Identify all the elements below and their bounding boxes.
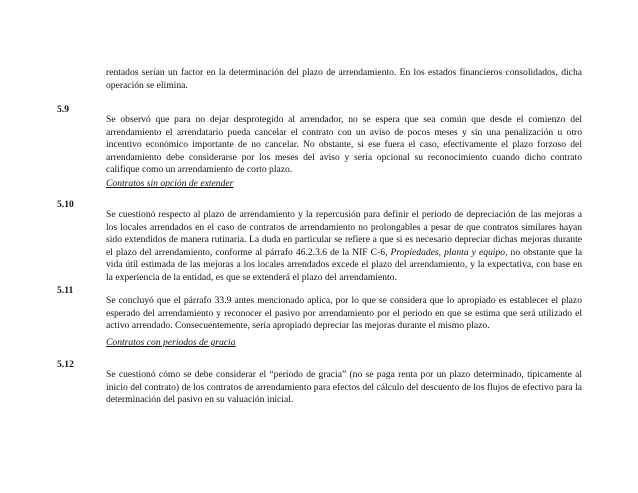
intro-paragraph: rentados serían un factor en la determinación del plazo de arrendamiento. En los estados financieros consolidados, dicha operación se elimina. [106, 67, 582, 91]
section-5-10-text-a: Se cuestionó respecto al plazo de arrendamiento y la repercusión para definir el periodo de depreciación de las mejoras a los locales arrendados en el caso de contratos de arrendamiento no prolongables a pesar de que contratos similares hayan sido extendidos de manera rutinaria. La duda en particular se refiere a que si es necesario depreciar dichas mejoras durante el plazo del arrendamiento, conforme al párrafo 46.2.3.6 de la NIF C-6, [106, 209, 582, 258]
section-number-5-12: 5.12 [57, 359, 74, 370]
section-5-9-paragraph: Se observó que para no dejar desprotegido al arrendador, no se espera que sea común que desde el comienzo del arrendamiento el arrendatario pueda cancelar el contrato con un aviso de pocos meses y sin una penalización u otro incentivo económico importante de no cancelar. No obstante, si ese fuera el caso, efectivamente el plazo forzoso del arrendamiento debe considerarse por los meses del aviso y sería opcional su reconocimiento cuando dicho contrato califique como un arrendamiento de corto plazo. [106, 114, 582, 175]
section-number-5-10: 5.10 [57, 199, 74, 210]
section-number-5-9: 5.9 [57, 104, 69, 115]
section-5-10-emphasis: Propiedades, planta y equipo [390, 246, 506, 258]
section-5-12-paragraph: Se cuestionó cómo se debe considerar el “periodo de gracia” (no se paga renta por un plazo determinado, típicamente al inicio del contrato) de los contratos de arrendamiento para efectos del cálculo del descuento de los flujos de efectivo para la determinación del pasivo en su valuación inicial. [106, 369, 582, 405]
section-5-11-paragraph: Se concluyó que el párrafo 33.9 antes mencionado aplica, por lo que se considera que lo apropiado es establecer el plazo esperado del arrendamiento y reconocer el pasivo por arrendamiento por el periodo en que se estima que será utilizado el activo arrendado. Consecuentemente, sería apropiado depreciar las mejoras durante el mismo plazo. [106, 295, 582, 331]
section-number-5-11: 5.11 [57, 285, 74, 296]
section-5-10-paragraph [106, 209, 582, 284]
heading-contratos-sin-opcion: Contratos sin opción de extender [106, 178, 234, 189]
section-5-10-text-b: , no obstante que la vida útil estimada de las mejoras a los locales arrendados excede el plazo del arrendamiento, y la expectativa, con base en la experiencia de la entidad, es que se extenderá el plazo del arrendamiento. [106, 246, 582, 283]
heading-contratos-con-periodos: Contratos con periodos de gracia [106, 337, 236, 348]
